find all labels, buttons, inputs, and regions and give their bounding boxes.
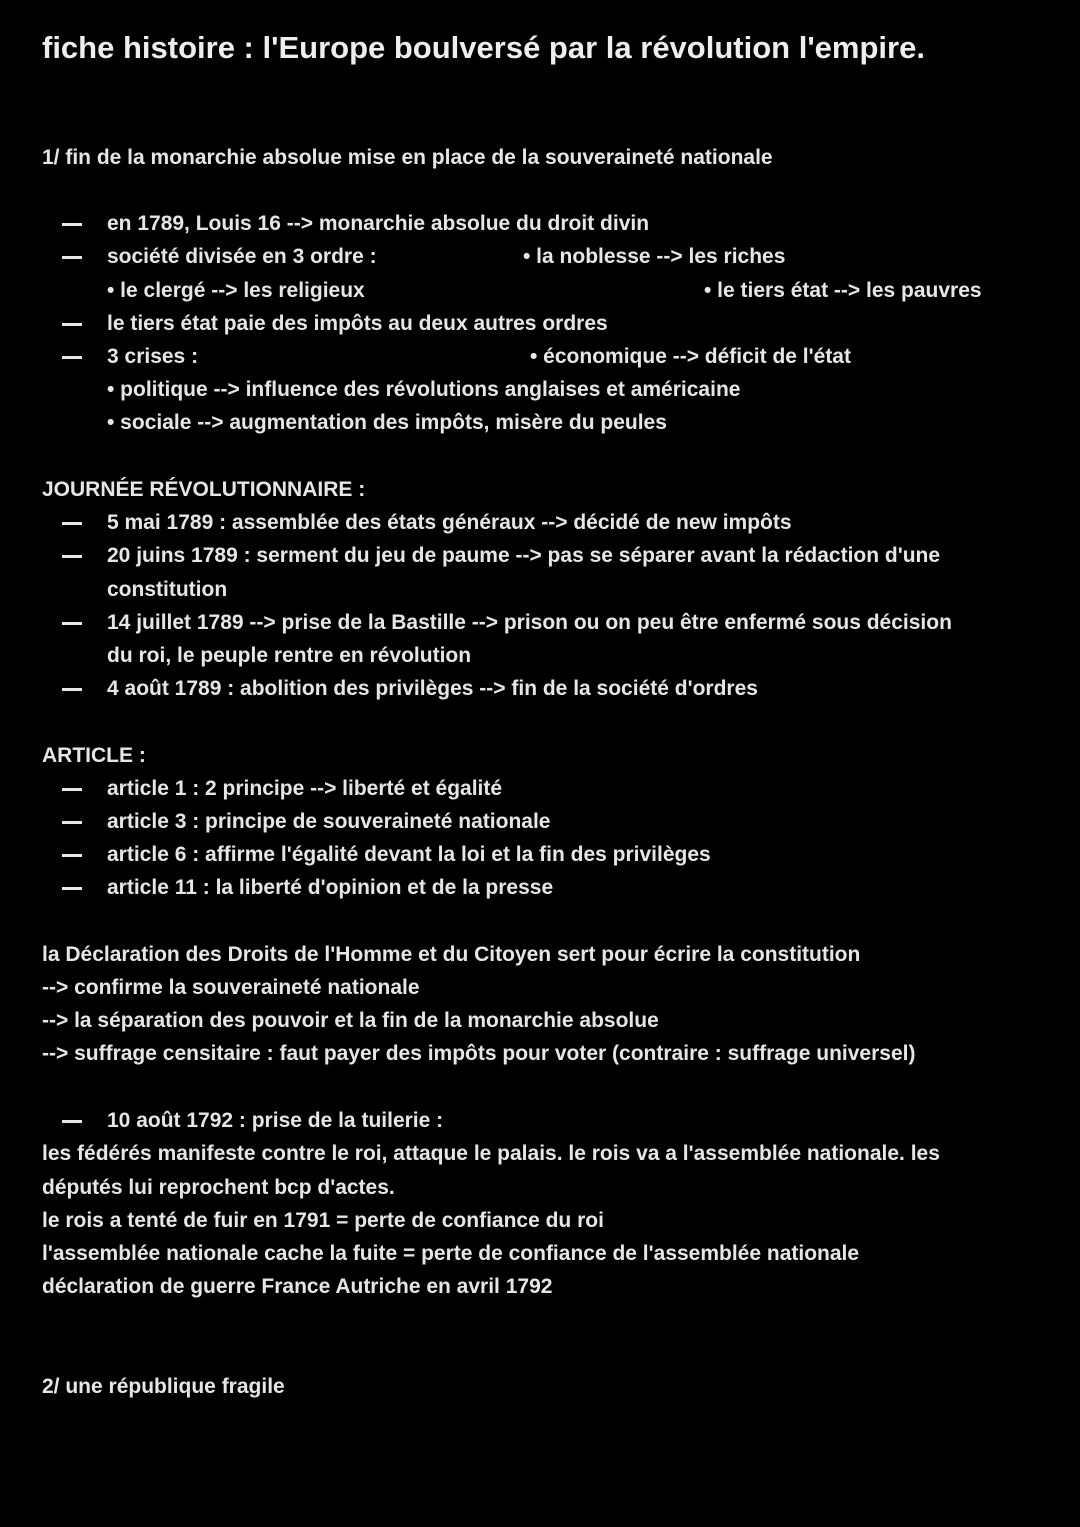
list-item: 20 juins 1789 : serment du jeu de paume --> pas se séparer avant la rédaction d'une (107, 544, 941, 567)
bullet-dash (62, 887, 82, 890)
bullet-dash (62, 522, 82, 525)
list-item-continuation: du roi, le peuple rentre en révolution (107, 644, 472, 667)
sub-item: • sociale --> augmentation des impôts, misère du peules (107, 411, 667, 434)
bullet-dash (62, 821, 82, 824)
paragraph-line: déclaration de guerre France Autriche en avril 1792 (42, 1275, 553, 1298)
list-item: 5 mai 1789 : assemblée des états généraux --> décidé de new impôts (107, 511, 792, 534)
journee-heading: JOURNÉE RÉVOLUTIONNAIRE : (42, 478, 366, 501)
paragraph-line: la Déclaration des Droits de l'Homme et du Citoyen sert pour écrire la constitution (42, 943, 861, 966)
list-item: 3 crises : (107, 345, 199, 368)
list-item: le tiers état paie des impôts au deux autres ordres (107, 312, 608, 335)
sub-item: • le tiers état --> les pauvres (704, 279, 982, 302)
list-item: 4 août 1789 : abolition des privilèges --> fin de la société d'ordres (107, 677, 758, 700)
paragraph-line: le rois a tenté de fuir en 1791 = perte de confiance du roi (42, 1209, 604, 1232)
section-1-heading: 1/ fin de la monarchie absolue mise en place de la souveraineté nationale (42, 146, 773, 169)
bullet-dash (62, 788, 82, 791)
bullet-dash (62, 256, 82, 259)
list-item-continuation: constitution (107, 578, 228, 601)
bullet-dash (62, 223, 82, 226)
bullet-dash (62, 622, 82, 625)
list-item: article 3 : principe de souveraineté nationale (107, 810, 551, 833)
sub-item: • politique --> influence des révolutions anglaises et américaine (107, 378, 741, 401)
article-heading: ARTICLE : (42, 744, 146, 767)
bullet-dash (62, 356, 82, 359)
sub-item: • le clergé --> les religieux (107, 279, 365, 302)
sub-item: • la noblesse --> les riches (523, 245, 786, 268)
sub-item: • économique --> déficit de l'état (530, 345, 851, 368)
list-item: article 6 : affirme l'égalité devant la loi et la fin des privilèges (107, 843, 711, 866)
bullet-dash (62, 555, 82, 558)
paragraph-line: les fédérés manifeste contre le roi, attaque le palais. le rois va a l'assemblée nationale. les (42, 1142, 940, 1165)
section-2-heading: 2/ une république fragile (42, 1375, 285, 1398)
bullet-dash (62, 323, 82, 326)
paragraph-line: --> confirme la souveraineté nationale (42, 976, 420, 999)
list-item: article 1 : 2 principe --> liberté et égalité (107, 777, 503, 800)
list-item: 14 juillet 1789 --> prise de la Bastille --> prison ou on peu être enfermé sous décision (107, 611, 952, 634)
bullet-dash (62, 688, 82, 691)
page-title: fiche histoire : l'Europe boulversé par la révolution l'empire. (42, 30, 925, 65)
paragraph-line: --> suffrage censitaire : faut payer des impôts pour voter (contraire : suffrage universel) (42, 1042, 916, 1065)
list-item: article 11 : la liberté d'opinion et de la presse (107, 876, 554, 899)
list-item: en 1789, Louis 16 --> monarchie absolue du droit divin (107, 212, 650, 235)
list-item: société divisée en 3 ordre : (107, 245, 377, 268)
paragraph-line: l'assemblée nationale cache la fuite = perte de confiance de l'assemblée nationale (42, 1242, 860, 1265)
paragraph-line: députés lui reprochent bcp d'actes. (42, 1176, 395, 1199)
paragraph-line: --> la séparation des pouvoir et la fin de la monarchie absolue (42, 1009, 659, 1032)
bullet-dash (62, 1120, 82, 1123)
list-item: 10 août 1792 : prise de la tuilerie : (107, 1109, 444, 1132)
bullet-dash (62, 854, 82, 857)
